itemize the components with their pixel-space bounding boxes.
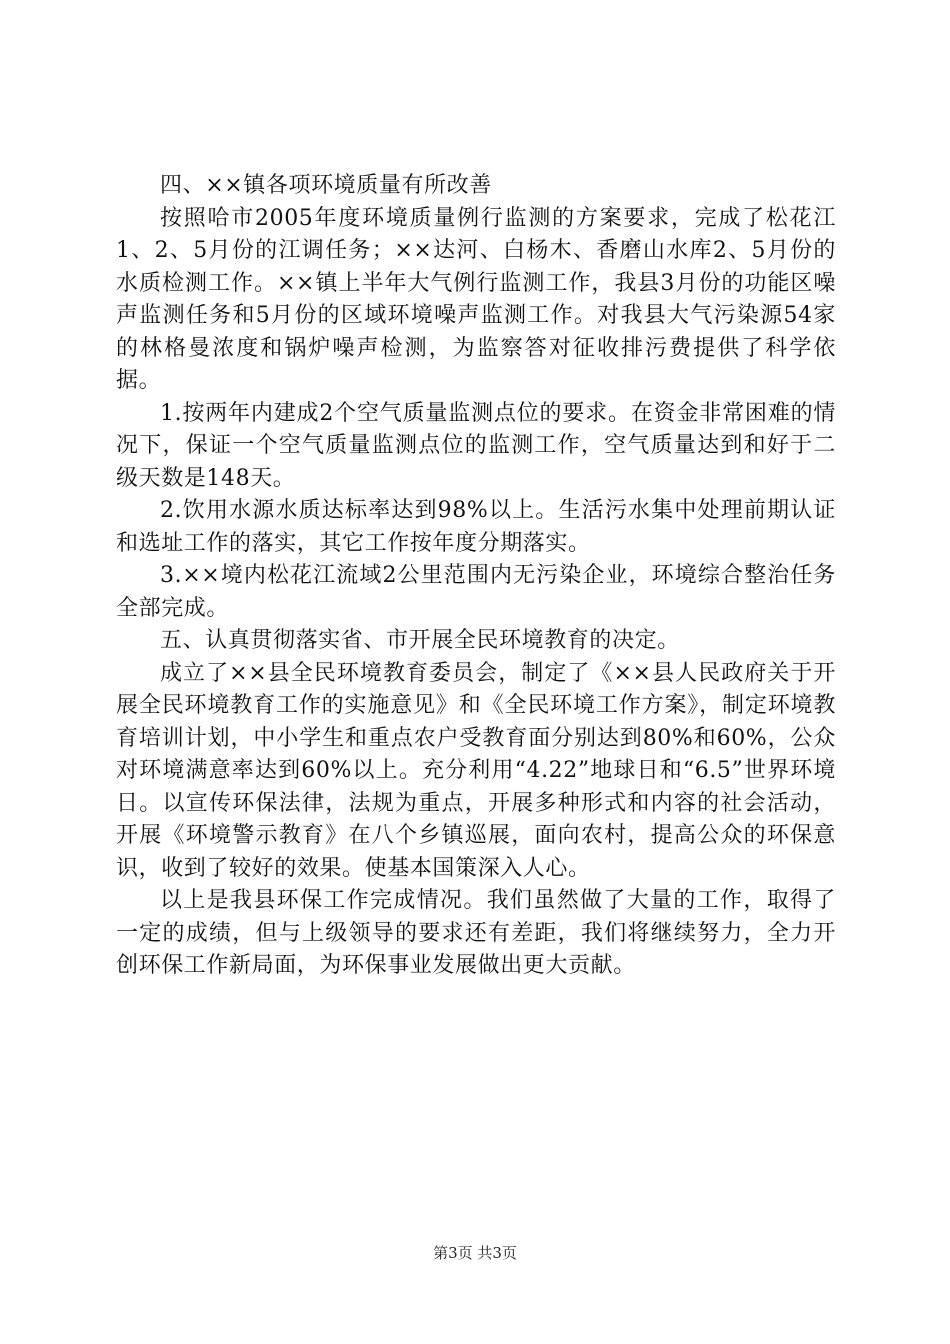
closing-paragraph: 以上是我县环保工作完成情况。我们虽然做了大量的工作，取得了一定的成绩，但与上级领导的要求还有差距，我们将继续努力，全力开创环保工作新局面，为环保事业发展做出更大贡献。 bbox=[116, 888, 836, 978]
list-item-3: 3.××境内松花江流域2公里范围内无污染企业，环境综合整治任务全部完成。 bbox=[116, 563, 836, 621]
body-paragraph: 成立了××县全民环境教育委员会，制定了《××县人民政府关于开展全民环境教育工作的实施意见》和《全民环境工作方案》，制定环境教育培训计划，中小学生和重点农户受教育面分别达到80%和60%，公众对环境满意率达到60%以上。充分利用“4.22”地球日和“6.5”世界环境日。以宣传环保法律，法规为重点，开展多种形式和内容的社会活动，开展《环境警示教育》在八个乡镇巡展，面向农村，提高公众的环保意识，收到了较好的效果。使基本国策深入人心。 bbox=[116, 660, 836, 881]
document-body bbox=[116, 170, 836, 983]
page-number-footer: 第3页 共3页 bbox=[433, 1244, 517, 1262]
list-item-1: 1.按两年内建成2个空气质量监测点位的要求。在资金非常困难的情况下，保证一个空气质量监测点位的监测工作，空气质量达到和好于二级天数是148天。 bbox=[116, 400, 836, 491]
section-heading-4: 四、××镇各项环境质量有所改善 bbox=[160, 173, 492, 198]
list-item-2: 2.饮用水源水质达标率达到98%以上。生活污水集中处理前期认证和选址工作的落实，其它工作按年度分期落实。 bbox=[116, 498, 836, 556]
body-paragraph: 按照哈市2005年度环境质量例行监测的方案要求，完成了松花江1、2、5月份的江调任务；××达河、白杨木、香磨山水库2、5月份的水质检测工作。××镇上半年大气例行监测工作，我县3月份的功能区噪声监测任务和5月份的区域环境噪声监测工作。对我县大气污染源54家的林格曼浓度和锅炉噪声检测，为监察答对征收排污费提供了科学依据。 bbox=[116, 205, 836, 393]
section-heading-5: 五、认真贯彻落实省、市开展全民环境教育的决定。 bbox=[160, 628, 680, 653]
